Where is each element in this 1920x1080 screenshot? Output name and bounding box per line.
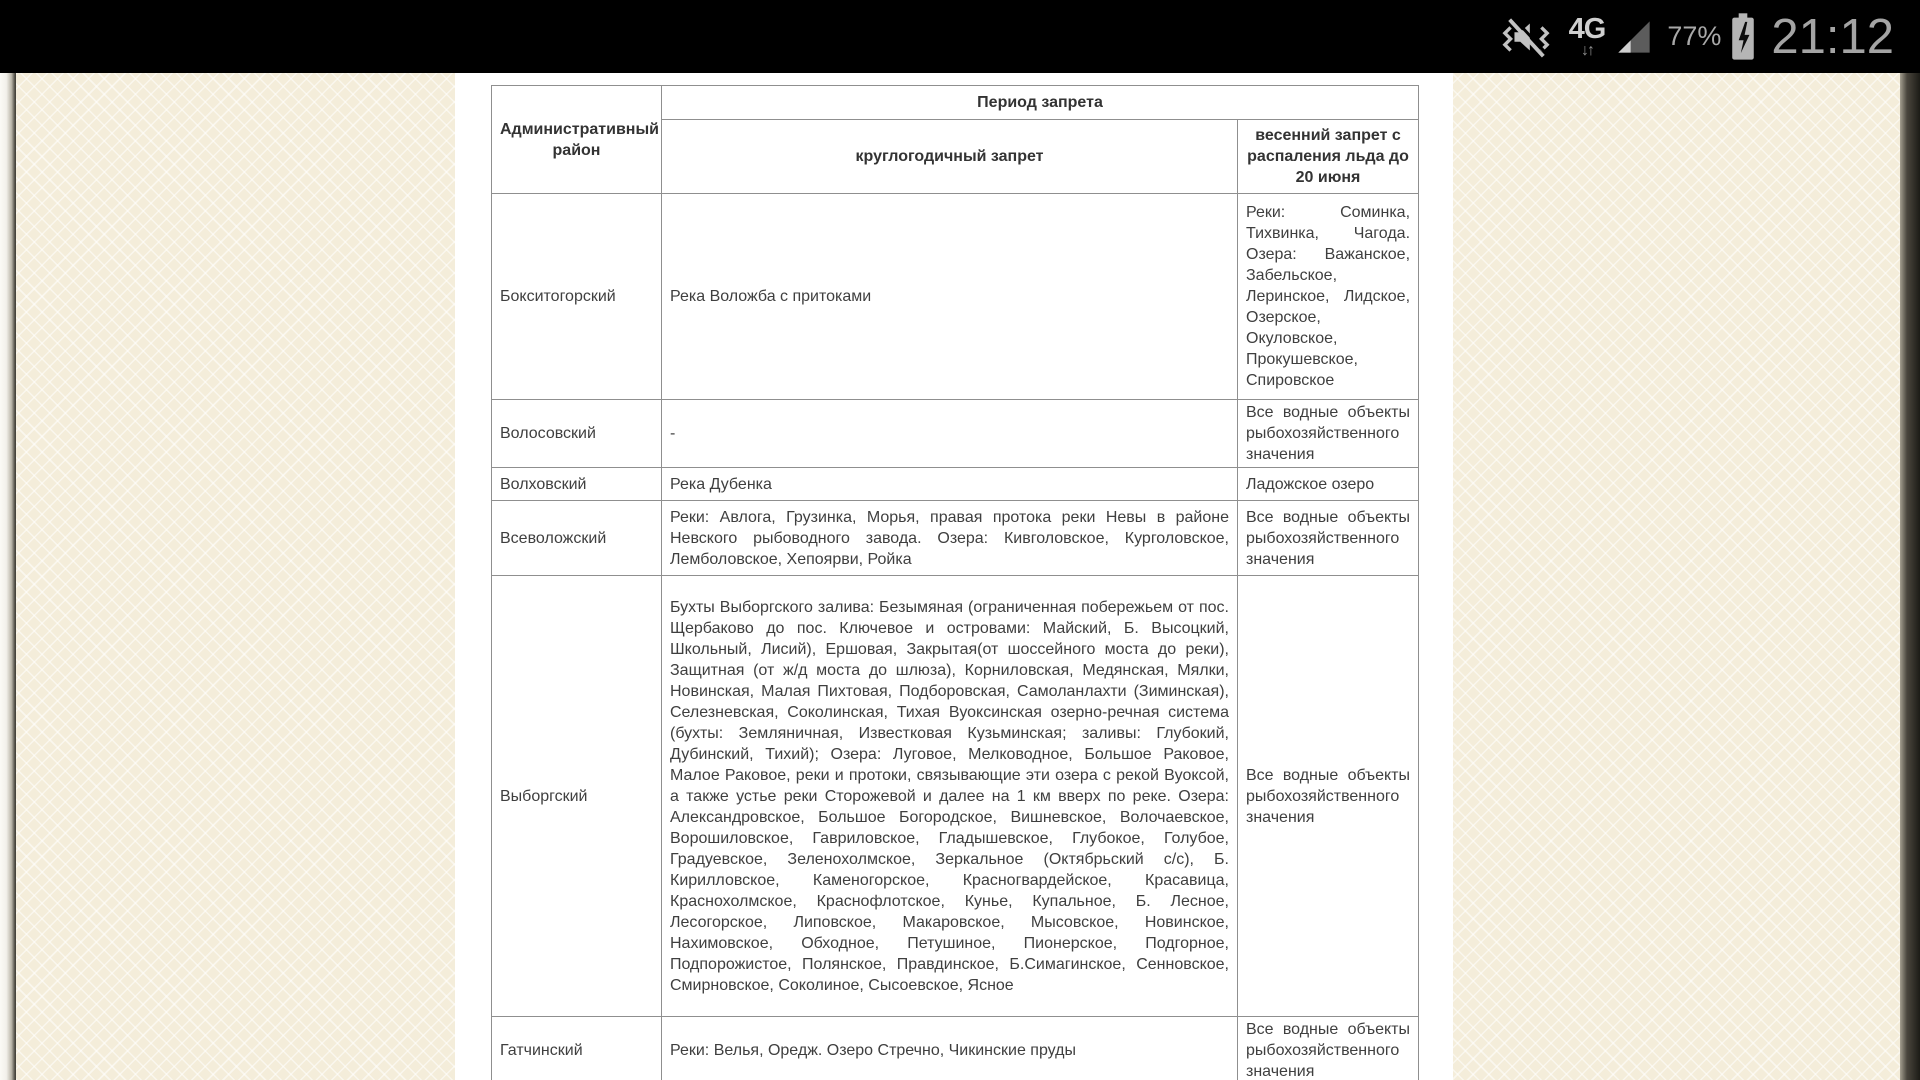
district-cell: Всеволожский [492,501,662,576]
document-page [0,73,1920,1080]
spring-cell: Все водные объекты рыбохозяйственного значения [1238,576,1419,1017]
content-panel[interactable] [455,73,1453,1080]
page-edge-right [1900,73,1920,1080]
year-round-cell: Реки: Авлога, Грузинка, Морья, правая протока реки Невы в районе Невского рыбоводного завода. Озера: Кивголовское, Курголовское, Лемболовское, Хепоярви, Ройка [662,501,1238,576]
table-row [492,576,1419,1017]
battery-charging-icon [1729,12,1757,62]
year-round-cell: Бухты Выборгского залива: Безымяная (ограниченная побережьем от пос. Щербаково до пос. Ключевое и островами: Майский, Б. Высоцкий, Школьный, Лисий), Ершовая, Закрытая(от шоссейного моста до реки), Защитная (от ж/д моста до шлюза), Корниловская, Медянская, Мялки, Новинская, Малая Пихтовая, Подборовская, Самоланлахти (Зиминская), Селезневская, Соколинская, Тихая Вуоксинская озерно-речная система (бухты: Земляничная, Известковая Кузьминская; заливы: Глубокий, Дубинский, Тихий); Озера: Луговое, Мелководное, Большое Раковое, Малое Раковое, реки и протоки, связывающие эти озера с рекой Вуоксой, а также устье реки Сторожевой и далее на 1 км вверх по реке. Озера: Александровское, Большое Богородское, Вишневское, Волочаевское, Ворошиловское, Гавриловское, Гладышевское, Глубокое, Голубое, Градуевское, Зеленохолмское, Зеркальное (Октябрьский с/с), Б. Кирилловское, Каменогорское, Красногвардейское, Красавица, Краснохолмское, Краснофлотское, Кунье, Купальное, Б. Лесное, Лесогорское, Липовское, Макаровское, Мысовское, Новинское, Нахимовское, Обходное, Петушиное, Пионерское, Подгорное, Подпорожистое, Полянское, Правдинское, Б.Симагинское, Сенновское, Смирновское, Соколиное, Сысоевское, Ясное [662,576,1238,1017]
table-row [492,501,1419,576]
network-indicator [1569,15,1606,58]
district-cell: Выборгский [492,576,662,1017]
year-round-cell: Реки: Велья, Оредж. Озеро Стречно, Чикинские пруды [662,1017,1238,1080]
header-spring: весенний запрет с распаления льда до 20 июня [1238,120,1419,194]
district-cell: Бокситогорский [492,194,662,400]
spring-cell: Все водные объекты рыбохозяйственного значения [1238,501,1419,576]
table-row [492,400,1419,468]
signal-strength-icon [1615,18,1653,56]
district-cell: Гатчинский [492,1017,662,1080]
header-district: Административный район [492,86,662,194]
spring-cell: Реки: Соминка, Тихвинка, Чагода. Озера: Важанское, Забельское, Леринское, Лидское, Озерское, Окуловское, Прокушевское, Спировское [1238,194,1419,400]
district-cell: Волосовский [492,400,662,468]
status-time: 21:12 [1771,9,1894,64]
page-edge-left [0,73,16,1080]
ban-periods-table [491,85,1419,1080]
district-cell: Волховский [492,468,662,501]
year-round-cell: Река Воложба с притоками [662,194,1238,400]
mute-vibrate-icon [1499,12,1553,62]
status-bar [0,0,1920,73]
header-period-group: Период запрета [662,86,1419,120]
spring-cell: Все водные объекты рыбохозяйственного значения [1238,1017,1419,1080]
header-year-round: круглогодичный запрет [662,120,1238,194]
table-row [492,468,1419,501]
network-type-label: 4G [1568,13,1606,45]
year-round-cell: Река Дубенка [662,468,1238,501]
year-round-cell: - [662,400,1238,468]
header-row-top [492,86,1419,120]
down-up-arrows-icon: ↓↑ [1580,42,1593,59]
table-row [492,194,1419,400]
spring-cell: Все водные объекты рыбохозяйственного значения [1238,400,1419,468]
battery-percent-label: 77% [1667,21,1722,51]
spring-cell: Ладожское озеро [1238,468,1419,501]
table-row [492,1017,1419,1080]
